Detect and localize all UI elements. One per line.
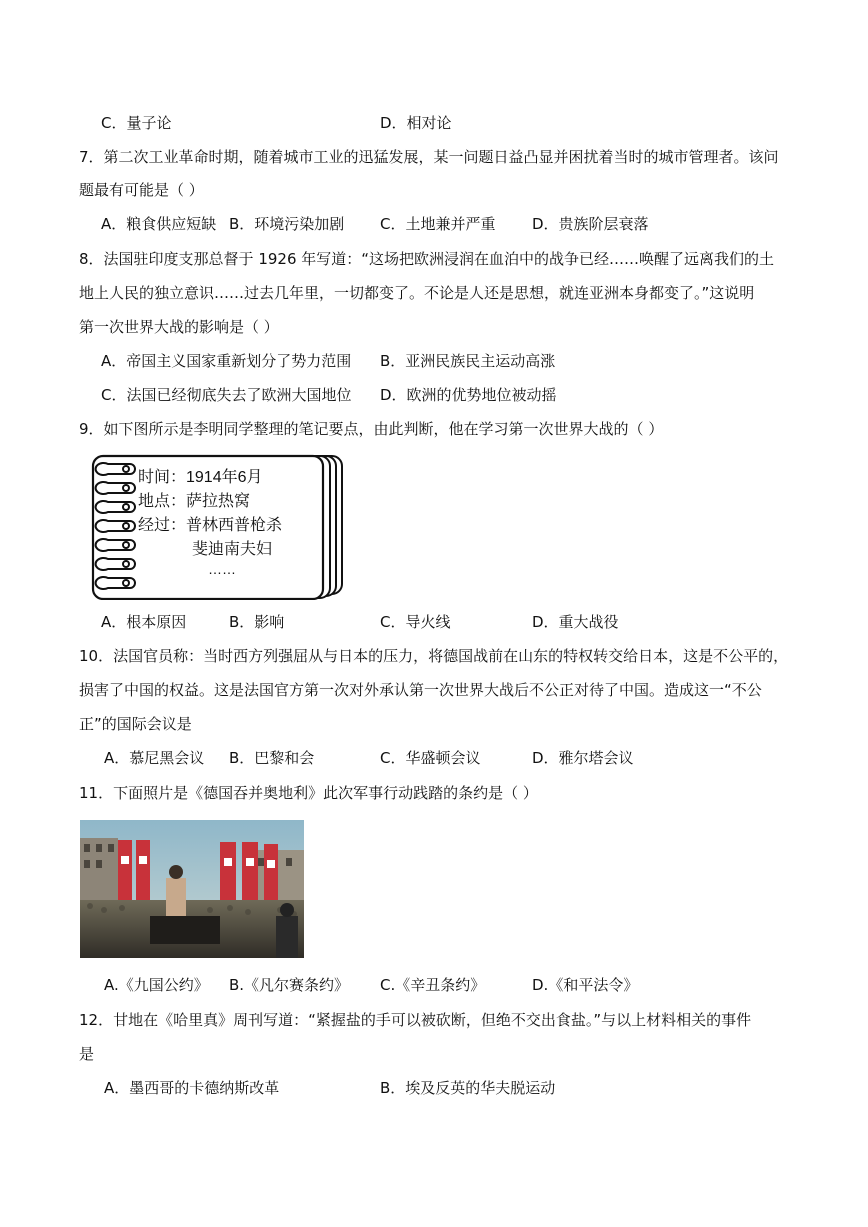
q9-stem: 9．如下图所示是李明同学整理的笔记要点，由此判断，他在学习第一次世界大战的（ ） — [79, 420, 664, 438]
q7-option-a: A．粮食供应短缺 — [101, 215, 217, 233]
q9-option-b: B．影响 — [229, 613, 285, 631]
q7-stem-line2: 题最有可能是（ ） — [79, 181, 204, 199]
q12-option-b: B．埃及反英的华夫脱运动 — [380, 1079, 556, 1097]
q11-option-d: D.《和平法令》 — [532, 976, 639, 994]
q6-option-d: D．相对论 — [380, 114, 452, 132]
anschluss-photo — [80, 820, 304, 958]
q8-stem-line3: 第一次世界大战的影响是（ ） — [79, 318, 279, 336]
q8-option-b: B．亚洲民族民主运动高涨 — [380, 352, 556, 370]
q8-option-d: D．欧洲的优势地位被动摇 — [380, 386, 557, 404]
q11-option-a: A.《九国公约》 — [104, 976, 209, 994]
q10-stem-line1: 10．法国官员称：当时西方列强屈从与日本的压力，将德国战前在山东的特权转交给日本，这是不公平的， — [79, 647, 789, 665]
q10-option-a: A．慕尼黑会议 — [104, 749, 205, 767]
q6-option-c: C．量子论 — [101, 114, 172, 132]
q8-option-c: C．法国已经彻底失去了欧洲大国地位 — [101, 386, 352, 404]
q12-stem-line1: 12．甘地在《哈里真》周刊写道：“紧握盐的手可以被砍断，但绝不交出食盐。”与以上材料相关的事件 — [79, 1011, 752, 1029]
q7-option-b: B．环境污染加剧 — [229, 215, 345, 233]
note-ellipsis: …… — [208, 561, 236, 577]
q7-option-d: D．贵族阶层衰落 — [532, 215, 649, 233]
q7-stem-line1: 7．第二次工业革命时期，随着城市工业的迅猛发展，某一问题日益凸显并困扰着当时的城市管理者。该问 — [79, 148, 779, 166]
q9-option-d: D．重大战役 — [532, 613, 619, 631]
note-process2: 斐迪南夫妇 — [192, 541, 273, 558]
note-process1: 经过：普林西普枪杀 — [138, 517, 283, 534]
q12-stem-line2: 是 — [79, 1045, 95, 1063]
q11-stem: 11．下面照片是《德国吞并奥地利》此次军事行动践踏的条约是（ ） — [79, 784, 538, 802]
q10-option-d: D．雅尔塔会议 — [532, 749, 634, 767]
q8-stem-line1: 8．法国驻印度支那总督于 1926 年写道：“这场把欧洲浸润在血泊中的战争已经……唤醒了远离我们的土 — [79, 250, 775, 268]
notebook-figure — [80, 452, 345, 600]
note-place: 地点：萨拉热窝 — [138, 493, 251, 510]
q8-option-a: A．帝国主义国家重新划分了势力范围 — [101, 352, 352, 370]
q10-option-c: C．华盛顿会议 — [380, 749, 481, 767]
q8-stem-line2: 地上人民的独立意识……过去几年里，一切都变了。不论是人还是思想，就连亚洲本身都变了。”这说明 — [79, 284, 755, 302]
q12-option-a: A．墨西哥的卡德纳斯改革 — [104, 1079, 280, 1097]
q11-option-b: B.《凡尔赛条约》 — [229, 976, 350, 994]
note-time: 时间：1914年6月 — [138, 469, 263, 486]
q10-stem-line3: 正”的国际会议是 — [79, 715, 192, 733]
q9-option-a: A．根本原因 — [101, 613, 187, 631]
q10-option-b: B．巴黎和会 — [229, 749, 315, 767]
q10-stem-line2: 损害了中国的权益。这是法国官方第一次对外承认第一次世界大战后不公正对待了中国。造成这一“不公 — [79, 681, 762, 699]
q9-option-c: C．导火线 — [380, 613, 451, 631]
q11-option-c: C.《辛丑条约》 — [380, 976, 486, 994]
q7-option-c: C．土地兼并严重 — [380, 215, 496, 233]
